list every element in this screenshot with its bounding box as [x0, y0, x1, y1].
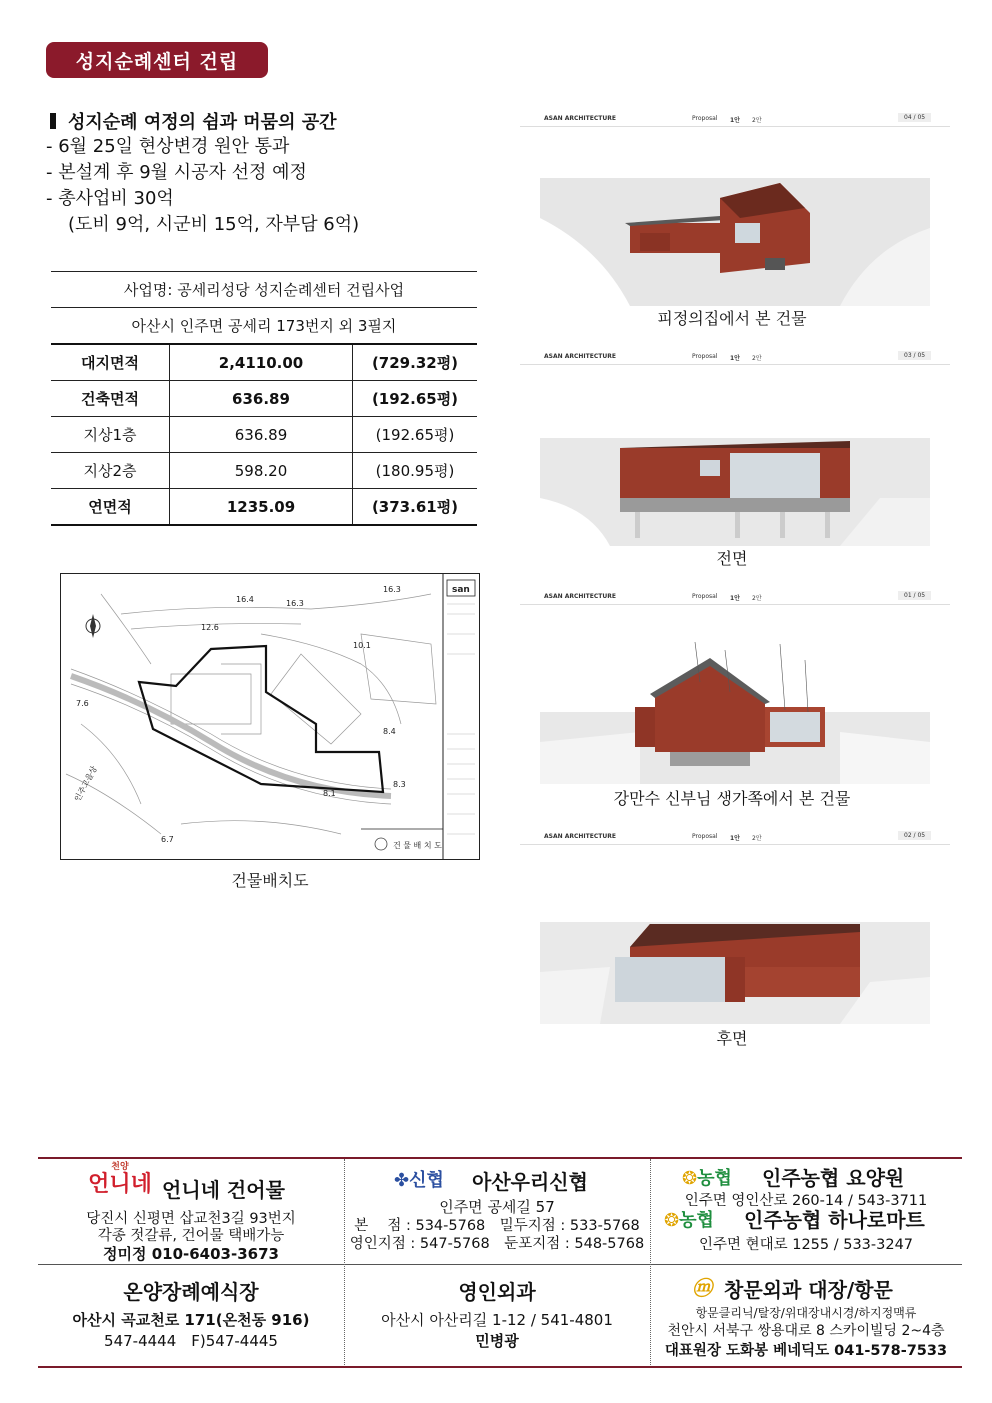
- ad-unnine: [40, 1160, 342, 1264]
- row-pyeong: (729.32평): [353, 344, 478, 381]
- render-proposal: Proposal: [692, 115, 718, 122]
- ad-name: 인주농협 요양원: [762, 1166, 905, 1190]
- ad-line: 각종 젓갈류, 건어물 택배가능: [97, 1228, 285, 1244]
- project-table: [51, 271, 477, 526]
- ad-phone: 547-4444 F)547-4445: [104, 1332, 278, 1350]
- ad-address: 아산시 곡교천로 171(온천동 916): [72, 1311, 310, 1329]
- elevation-label: 6.7: [161, 835, 174, 844]
- bullet-item: - 6월 25일 현상변경 원안 통과: [46, 136, 290, 157]
- render-opt1: 1안: [730, 835, 740, 842]
- render-image-2: [540, 438, 930, 546]
- row-pyeong: (180.95평): [353, 453, 478, 489]
- render-proposal: Proposal: [692, 833, 718, 840]
- ad-line: 당진시 신평면 삽교천3길 93번지: [86, 1211, 296, 1227]
- nonghyup-logo: [682, 1168, 732, 1191]
- render-opt1: 1안: [730, 595, 740, 602]
- row-value: 598.20: [170, 453, 353, 489]
- render-image-3: [540, 632, 930, 784]
- logo-top-text: 천양: [111, 1162, 129, 1172]
- render-brand: ASAN ARCHITECTURE: [544, 833, 616, 840]
- logo-text: 언니네: [88, 1171, 152, 1198]
- render-proposal: Proposal: [692, 593, 718, 600]
- ad-person: 민병광: [475, 1332, 519, 1350]
- ad-changmun: [652, 1268, 960, 1364]
- elevation-label: 16.3: [383, 585, 401, 594]
- site-plan-caption: 건물배치도: [231, 871, 309, 890]
- ad-youngin: [346, 1268, 648, 1364]
- row-pyeong: (192.65평): [353, 381, 478, 417]
- row-value: 1235.09: [170, 489, 353, 526]
- render-opt1: 1안: [730, 117, 740, 124]
- row-label: 대지면적: [51, 344, 170, 381]
- ad-name: 언니네 건어물: [162, 1178, 285, 1202]
- render-panel-3: [520, 590, 950, 808]
- render-brand: ASAN ARCHITECTURE: [544, 115, 616, 122]
- elevation-label: 8.1: [323, 789, 336, 798]
- render-opt2: 2안: [752, 595, 762, 602]
- render-header: [520, 590, 950, 602]
- brand-text: 농협: [697, 1168, 732, 1189]
- ad-name: 창문외과 대장/항문: [724, 1278, 893, 1302]
- row-label: 연면적: [51, 489, 170, 526]
- ad-name: 인주농협 하나로마트: [744, 1208, 925, 1232]
- ad-doctor: 대표원장 도화봉 베네딕도 041-578-7533: [664, 1343, 948, 1359]
- project-name: 사업명: 공세리성당 성지순례센터 건립사업: [51, 272, 477, 308]
- row-value: 636.89: [170, 381, 353, 417]
- row-pyeong: (373.61평): [353, 489, 478, 526]
- shinhyup-logo: [394, 1170, 444, 1193]
- ad-onyang: [40, 1268, 342, 1364]
- row-pyeong: (192.65평): [353, 417, 478, 453]
- site-plan-svg: [61, 574, 479, 859]
- render-brand: ASAN ARCHITECTURE: [544, 353, 616, 360]
- render-header: [520, 350, 950, 362]
- bullet-item: - 총사업비 30억: [46, 188, 174, 209]
- elevation-label: 12.6: [201, 623, 219, 632]
- render-panel-2: [520, 350, 950, 568]
- ad-shinhyup: [346, 1160, 648, 1264]
- drawing-title: 건 물 배 치 도: [393, 841, 442, 850]
- render-caption: 전면: [716, 549, 748, 568]
- bullet-item: (도비 9억, 시군비 15억, 자부담 6억): [68, 214, 360, 235]
- ad-name: 온양장례예식장: [123, 1280, 259, 1304]
- footer-divider: [650, 1159, 651, 1365]
- ad-address: 인주면 공세길 57: [439, 1198, 555, 1216]
- ad-line: 인주면 영인산로 260-14 / 543-3711: [684, 1193, 928, 1209]
- render-proposal: Proposal: [692, 353, 718, 360]
- row-label: 건축면적: [51, 381, 170, 417]
- ad-name: 영인외과: [458, 1280, 536, 1304]
- unnine-logo: [80, 1162, 160, 1199]
- elevation-label: 16.4: [236, 595, 254, 604]
- ad-name: 아산우리신협: [472, 1170, 588, 1194]
- footer-top-rule: [38, 1157, 962, 1159]
- ad-line: 본 점 : 534-5768 밀두지점 : 533-5768: [354, 1218, 640, 1234]
- row-label: 지상1층: [51, 417, 170, 453]
- render-header: [520, 112, 950, 124]
- site-plan-drawing: [60, 573, 480, 860]
- render-header: [520, 830, 950, 842]
- render-page: 01 / 05: [898, 591, 931, 600]
- render-caption: 강만수 신부님 생가쪽에서 본 건물: [613, 789, 851, 808]
- logo-text: san: [452, 585, 470, 595]
- ad-nonghyup: [652, 1160, 960, 1264]
- section-heading: [50, 108, 337, 134]
- render-page: 02 / 05: [898, 831, 931, 840]
- render-opt1: 1안: [730, 355, 740, 362]
- section-title: 성지순례센터 건립: [46, 42, 268, 78]
- ad-line: 인주면 현대로 1255 / 533-3247: [698, 1237, 914, 1253]
- heading-text: 성지순례 여정의 쉼과 머뭄의 공간: [68, 112, 337, 133]
- brand-text: 신협: [409, 1170, 444, 1191]
- project-address: 아산시 인주면 공세리 173번지 외 3필지: [51, 308, 477, 345]
- shinhyup-icon: ✤: [394, 1170, 410, 1191]
- nonghyup-icon: ❂: [682, 1168, 698, 1189]
- render-opt2: 2안: [752, 117, 762, 124]
- row-value: 636.89: [170, 417, 353, 453]
- render-page: 04 / 05: [898, 113, 931, 122]
- render-image-4: [540, 922, 930, 1024]
- elevation-label: 8.3: [393, 780, 406, 789]
- footer-mid-rule: [38, 1264, 962, 1265]
- nonghyup-icon: ❂: [664, 1210, 680, 1231]
- ad-address: 아산시 아산리길 1-12 / 541-4801: [381, 1311, 613, 1329]
- ad-contact: 정미정 010-6403-3673: [103, 1245, 279, 1263]
- row-value: 2,4110.00: [170, 344, 353, 381]
- ad-services: 항문클리닉/탈장/위대장내시경/하지정맥류: [695, 1306, 917, 1320]
- ad-address: 천안시 서북구 쌍용대로 8 스카이빌딩 2~4층: [667, 1323, 945, 1339]
- render-brand: ASAN ARCHITECTURE: [544, 593, 616, 600]
- footer-divider: [344, 1159, 345, 1365]
- render-opt2: 2안: [752, 355, 762, 362]
- elevation-label: 10.1: [353, 641, 371, 650]
- changmun-logo-icon: ⓜ: [692, 1276, 712, 1300]
- footer-bottom-rule: [38, 1366, 962, 1368]
- elevation-label: 7.6: [76, 699, 89, 708]
- ad-line: 영인지점 : 547-5768 둔포지점 : 548-5768: [349, 1236, 645, 1252]
- render-image-1: [540, 178, 930, 306]
- road-label: 인주고을상: [72, 764, 99, 803]
- row-label: 지상2층: [51, 453, 170, 489]
- brand-text: 농협: [679, 1210, 714, 1231]
- render-caption: 피정의집에서 본 건물: [657, 309, 807, 328]
- bullet-item: - 본설계 후 9월 시공자 선정 예정: [46, 162, 307, 183]
- elevation-label: 16.3: [286, 599, 304, 608]
- square-bullet-icon: [50, 113, 56, 129]
- render-panel-1: [520, 112, 950, 332]
- render-opt2: 2안: [752, 835, 762, 842]
- render-caption: 후면: [716, 1029, 748, 1048]
- bullet-list: [46, 134, 359, 238]
- nonghyup-logo: [664, 1210, 714, 1233]
- render-panel-4: [520, 830, 950, 1048]
- elevation-label: 8.4: [383, 727, 396, 736]
- render-page: 03 / 05: [898, 351, 931, 360]
